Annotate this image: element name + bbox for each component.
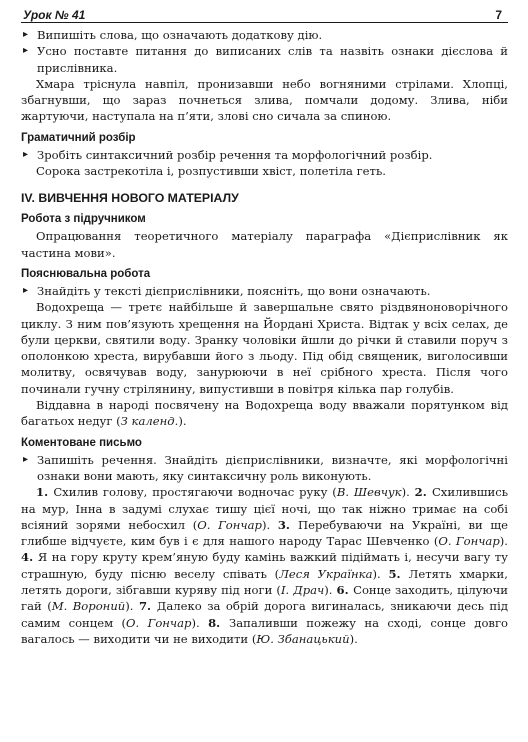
sentence-number: 1. (36, 485, 54, 500)
sentence-number: 6. (336, 583, 354, 598)
sentence-end: ). (324, 583, 337, 598)
sentence-number: 7. (138, 599, 157, 614)
bullet-icon: ▸ (23, 453, 29, 465)
page-number: 7 (495, 8, 502, 22)
sentence-end: ). (372, 566, 389, 581)
sentence-text: Далеко за обрій дорога вигиналась, зникаючи десь під самим сонцем ( (21, 599, 508, 630)
source-citation: І. Драч (280, 583, 325, 598)
sentence-text: Сонце заходить, цілуючи гай ( (21, 583, 508, 614)
task-bullet: ▸ Випишіть слова, що означають додаткову дію. (23, 28, 323, 42)
explain-heading: Пояснювальна робота (21, 267, 151, 280)
source-citation: О. Гончар (438, 534, 500, 549)
sentence-text: Я на гору круту крем’яную буду камінь важкий підіймать і, несучи вагу ту страшную, буду пісню веселу співать ( (21, 550, 509, 581)
source-citation: О. Гончар (126, 615, 192, 630)
source-citation: В. Шевчук (336, 485, 402, 500)
commented-heading: Коментоване письмо (21, 436, 142, 449)
example-sentence (36, 485, 415, 499)
sentence-text: Запаливши пожежу на сході, сонце довго вагалось — виходити чи не виходити ( (21, 615, 509, 646)
explain-text: Водохреща — третє найбільше й завершальне свято різдвяноноворічного циклу. З ним пов’язують хрещення на Йордані Христа. Відтак у всіх селах, де були церкви, святили воду. Зранку чоловіки йшли до річки й ставили поруч з ополонкою хреста, вирубавши його з льоду. Під обід священик, виголосивши молитву, освячував воду, занурюючи в неї срібного хреста. Після чого починали гучну стрілянину, випустивши в повітря кілька пар голубів. (21, 300, 508, 396)
source-citation: З календ. (120, 414, 179, 429)
page-header (21, 2, 508, 23)
explain-text-2: Віддавна в народі посвячену на Водохреща воду вважали порятунком від багатьох недуг (З календ.). (21, 398, 508, 429)
sentence-text: Схилив голову, простягаючи водночас руку ( (53, 485, 337, 500)
sentence-number: 2. (414, 485, 432, 500)
sentence-end: ). (261, 517, 278, 532)
bullet-icon: ▸ (23, 29, 29, 40)
sentence-text: Перебуваючи на Україні, ви ще глибше відчуєте, ким був і є для нашого народу Тарас Шевченко ( (21, 517, 509, 549)
source-citation: Ю. Збанацький (256, 631, 350, 646)
sentence-number: 3. (277, 517, 298, 532)
sentence-number: 5. (388, 566, 409, 581)
sentence-number: 4. (21, 550, 38, 565)
page-content (21, 23, 508, 647)
sentence-text: Летять хмарки, летять дороги, зібгавши куряву під ноги ( (21, 566, 508, 598)
part-heading: IV. ВИВЧЕННЯ НОВОГО МАТЕРІАЛУ (21, 191, 239, 206)
intro-text: Хмара тріснула навпіл, пронизавши небо вогняними стрілами. Хлопці, збагнувши, що зараз почнеться злива, помчали додому. Злива, ніби жартуючи, наступала на п’яти, злові сно сичала за спиною. (21, 76, 508, 124)
sentence-end: ). (499, 534, 508, 549)
textbook-heading: Робота з підручником (21, 213, 146, 226)
sentence-end: ). (125, 599, 139, 614)
source-citation: Леся Українка (279, 566, 373, 581)
task-bullet: ▸ Знайдіть у тексті дієприслівники, поясніть, що вони означають. (23, 283, 431, 298)
sentence-end: ). (349, 631, 358, 646)
source-citation: О. Гончар (197, 517, 262, 532)
sentence-end: ). (191, 615, 209, 630)
sentence-end: ). (401, 485, 415, 500)
bullet-icon: ▸ (23, 45, 29, 57)
task-bullet: ▸ Зробіть синтаксичний розбір речення та морфологічний розбір. (23, 147, 433, 162)
lesson-title: Урок № 41 (23, 8, 86, 22)
bullet-icon: ▸ (23, 148, 29, 160)
task-bullet: ▸ Усно поставте питання до виписаних слів та назвіть ознаки дієслова й прислівника. (23, 44, 508, 75)
grammar-heading: Граматичний розбір (21, 131, 136, 144)
textbook-text: Опрацювання теоретичного матеріалу параграфа «Дієприслівник як частина мови». (21, 229, 508, 260)
bullet-icon: ▸ (23, 284, 29, 296)
task-bullet: ▸ Запишіть речення. Знайдіть дієприслівники, визначте, які морфологічні ознаки вони мають, яку синтаксичну роль виконують. (23, 452, 508, 483)
example-sentences (21, 484, 508, 647)
grammar-sentence: Сорока застрекотіла і, розпустивши хвіст, полетіла геть. (36, 164, 386, 179)
sentence-text: Схилившись на мур, Інна в задумі слухає тишу цієї ночі, що так ніжно тримає на собі всіяний зорями небосхил ( (21, 485, 509, 532)
source-citation: М. Вороний (51, 599, 126, 614)
sentence-number: 8. (208, 615, 229, 630)
